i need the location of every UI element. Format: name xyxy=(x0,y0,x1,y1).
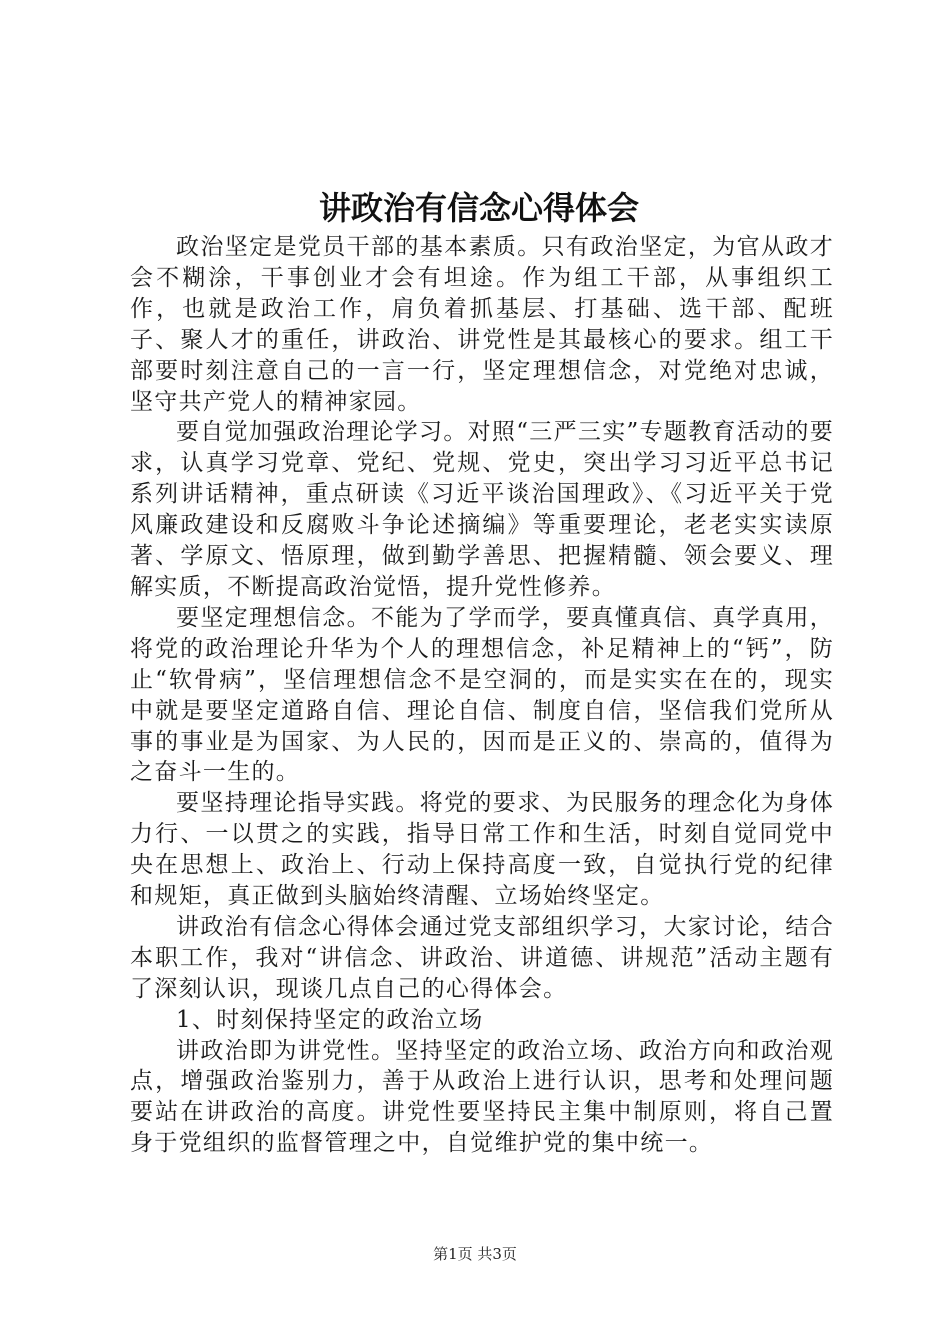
document-body xyxy=(130,232,834,1159)
document-title: 讲政治有信念心得体会 xyxy=(318,189,639,227)
paragraph-summary: 讲政治有信念心得体会通过党支部组织学习，大家讨论，结合本职工作，我对“讲信念、讲政治、讲道德、讲规范”活动主题有了深刻认识，现谈几点自己的心得体会。 xyxy=(130,913,834,1002)
paragraph-intro: 政治坚定是党员干部的基本素质。只有政治坚定，为官从政才会不糊涂，干事创业才会有坦途。作为组工干部，从事组织工作，也就是政治工作，肩负着抓基层、打基础、选干部、配班子、聚人才的重任，讲政治、讲党性是其最核心的要求。组工干部要时刻注意自己的一言一行，坚定理想信念，对党绝对忠诚，坚守共产党人的精神家园。 xyxy=(130,234,834,415)
paragraph-theory-study: 要自觉加强政治理论学习。对照“三严三实”专题教育活动的要求，认真学习党章、党纪、党规、党史，突出学习习近平总书记系列讲话精神，重点研读《习近平谈治国理政》、《习近平关于党风廉政建设和反腐败斗争论述摘编》等重要理论，老老实实读原著、学原文、悟原理，做到勤学善思、把握精髓、领会要义、理解实质，不断提高政治觉悟，提升党性修养。 xyxy=(130,419,834,600)
paragraph-practice: 要坚持理论指导实践。将党的要求、为民服务的理念化为身体力行、一以贯之的实践，指导日常工作和生活，时刻自觉同党中央在思想上、政治上、行动上保持高度一致，自觉执行党的纪律和规矩，真正做到头脑始终清醒、立场始终坚定。 xyxy=(130,790,834,910)
page-footer: 第1页 共3页 xyxy=(433,1245,517,1263)
section-heading-1: 1、时刻保持坚定的政治立场 xyxy=(176,1006,484,1033)
paragraph-ideals: 要坚定理想信念。不能为了学而学，要真懂真信、真学真用，将党的政治理论升华为个人的理想信念，补足精神上的“钙”，防止“软骨病”，坚信理想信念不是空洞的，而是实实在在的，现实中就是要坚定道路自信、理论自信、制度自信，坚信我们党所从事的事业是为国家、为人民的，因而是正义的、崇高的，值得为之奋斗一生的。 xyxy=(130,604,834,786)
paragraph-political-stance: 讲政治即为讲党性。坚持坚定的政治立场、政治方向和政治观点，增强政治鉴别力，善于从政治上进行认识，思考和处理问题要站在讲政治的高度。讲党性要坚持民主集中制原则，将自己置身于党组织的监督管理之中，自觉维护党的集中统一。 xyxy=(130,1037,834,1157)
